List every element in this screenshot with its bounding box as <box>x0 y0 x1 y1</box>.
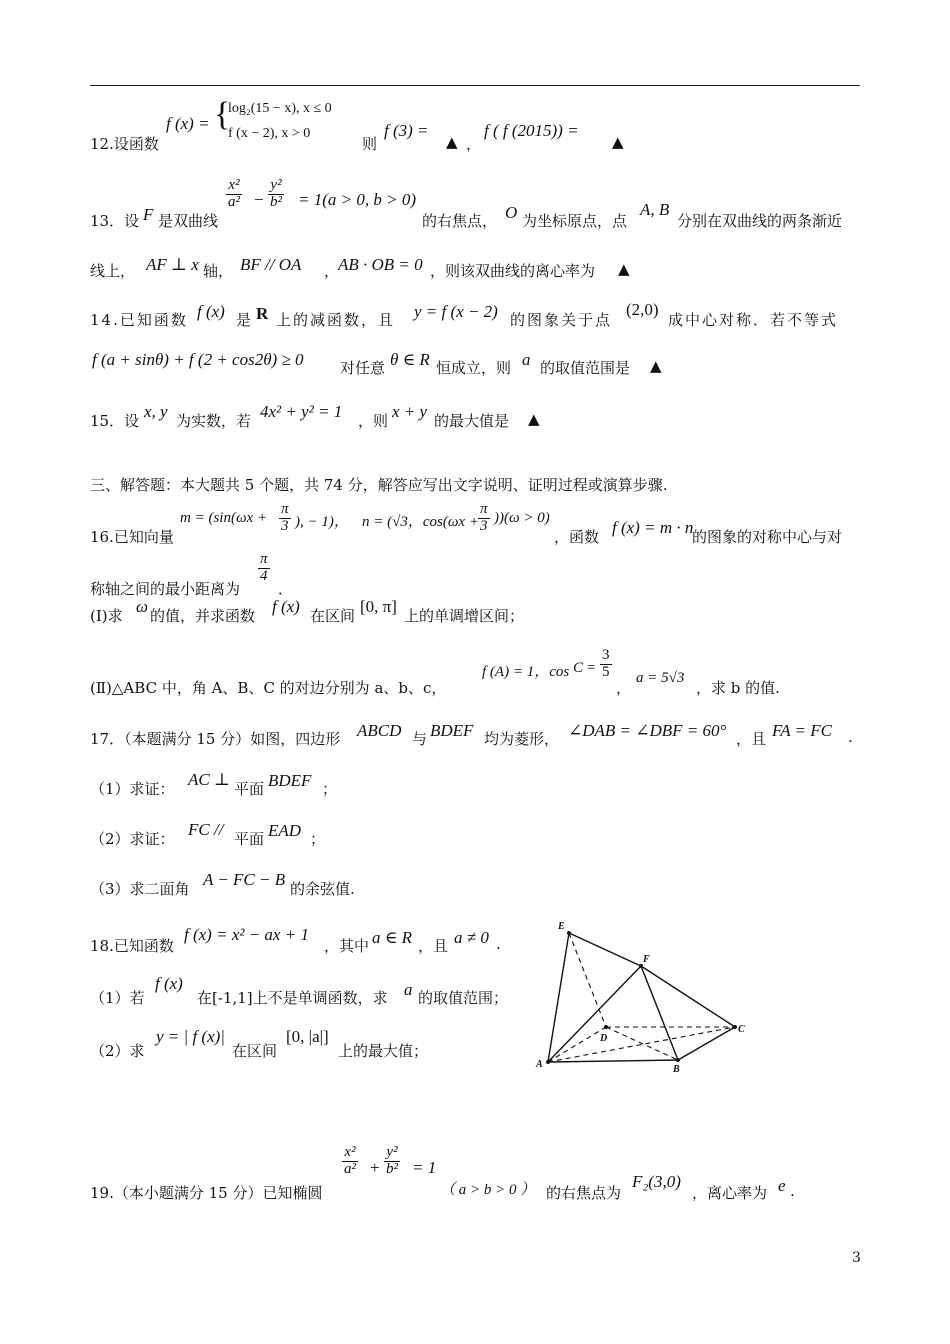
q16-pi: π <box>281 501 289 517</box>
q17-s1m: AC ⊥ <box>188 770 230 789</box>
q13-minus: − <box>254 190 264 209</box>
q13-text: 是双曲线 <box>158 212 219 230</box>
label-E: E <box>558 921 565 932</box>
q13-eq: = 1(a > 0, b > 0) <box>298 190 416 209</box>
header-rule <box>90 85 860 86</box>
q14-text: 对任意 <box>340 359 386 377</box>
q18-text: 的取值范围； <box>418 989 509 1007</box>
label-B: B <box>673 1064 680 1075</box>
q18-text: . <box>496 935 501 953</box>
q19-text: 19.（本小题满分 15 分）已知椭圆 <box>90 1184 323 1202</box>
q18-text: 上的最大值； <box>338 1042 429 1060</box>
q13-text: 轴， <box>203 262 234 280</box>
q14-yf: y = f (x − 2) <box>414 302 498 321</box>
q17-text: 平面 <box>234 780 265 798</box>
q13-x2: x² <box>228 177 240 193</box>
q12-piece1: log₂(15 − x), x ≤ 0 <box>228 101 332 116</box>
q17-text: ； <box>310 830 326 848</box>
q16-pi: π <box>480 501 488 517</box>
q15-text: ，则 <box>358 412 389 430</box>
q19-eq: = 1 <box>412 1158 437 1177</box>
q16-m-post: ), − 1)， <box>295 514 349 530</box>
q16-omega: ω <box>136 597 149 616</box>
q17-BDEF: BDEF <box>430 721 474 740</box>
q13-text: 的右焦点， <box>422 212 498 230</box>
q17-s2p: EAD <box>268 821 302 840</box>
q16-text: ，函数 <box>554 528 600 546</box>
q17-text: ，且 <box>736 730 767 748</box>
q16-text: 称轴之间的最小距离为 <box>90 580 241 598</box>
edge-AB <box>548 1060 678 1062</box>
q16-pi: π <box>260 551 268 567</box>
q13-text: ，则该双曲线的离心率为 <box>430 262 596 280</box>
q17-text: 17．（本题满分 15 分）如图，四边形 <box>90 730 341 748</box>
q16-text: ， <box>616 679 632 697</box>
point-A <box>546 1060 550 1064</box>
q12-lhs: f (x) = <box>166 114 210 133</box>
q14-fx: f (x) <box>197 302 225 321</box>
q16-frac-35 <box>600 648 612 681</box>
q12-then: 则 <box>362 135 378 153</box>
q17-ang: ∠DAB = ∠DBF = 60° <box>568 721 727 740</box>
q16-frac-pi3 <box>279 502 291 535</box>
q16-n-pre: n = (√3，cos(ωx + <box>362 514 479 530</box>
q14-a: a <box>522 350 531 369</box>
q13-text: 线上， <box>90 262 136 280</box>
page-number: 3 <box>852 1250 861 1266</box>
point-B <box>676 1058 680 1062</box>
q12-piece2: f (x − 2), x > 0 <box>228 126 311 141</box>
answer-blank-icon: ▲ <box>528 410 540 428</box>
q16-m-pre: m = (sin(ωx + <box>180 510 268 526</box>
q14-text: 是 <box>236 311 252 329</box>
answer-blank-icon: ▲ <box>618 260 630 278</box>
q13-text: 13．设 <box>90 212 140 230</box>
edge-BC <box>678 1027 735 1060</box>
q18-s1v: a <box>404 980 413 999</box>
q13-F: F <box>143 205 154 224</box>
q18-text: ，且 <box>418 937 449 955</box>
q19-cond: （ a > b > 0 ） <box>440 1182 536 1198</box>
point-D <box>604 1025 608 1029</box>
q19-x2: x² <box>344 1144 356 1160</box>
q18-text: 18.已知函数 <box>90 937 174 955</box>
q14-text: 的取值范围是 <box>540 359 631 377</box>
q19-y2: y² <box>386 1144 398 1160</box>
q17-text: ； <box>322 780 338 798</box>
q13-dot: AB · OB = 0 <box>338 255 423 274</box>
q16-C: C <box>573 660 584 676</box>
q12-ask2: f ( f (2015)) = <box>484 121 579 140</box>
q19-b2: b² <box>386 1160 398 1177</box>
q17-text: 均为菱形， <box>484 730 560 748</box>
label-A: A <box>536 1059 543 1070</box>
q17-s3m: A − FC − B <box>203 870 286 889</box>
label-C: C <box>738 1024 745 1035</box>
q16-three: 3 <box>480 517 488 534</box>
q16-text: 的图象的对称中心与对 <box>692 528 843 546</box>
q16-n3: 3 <box>602 647 610 663</box>
q14-text: 成中心对称．若不等式 <box>668 311 839 329</box>
q17-text: . <box>848 728 853 746</box>
q17-text: （2）求证： <box>90 830 175 848</box>
q19-text: 的右焦点为 <box>546 1184 622 1202</box>
q15-sum: x + y <box>392 402 428 421</box>
q16-eq: = <box>586 660 597 676</box>
q13-O: O <box>505 203 518 222</box>
q16-text: (Ⅰ)求 <box>90 607 123 625</box>
q18-an0: a ≠ 0 <box>454 928 489 947</box>
q15-text: 15．设 <box>90 412 140 430</box>
q16-fx: f (x) <box>272 597 300 616</box>
label-F: F <box>643 954 650 965</box>
q15-text: 的最大值是 <box>434 412 510 430</box>
q18-text: 在[-1,1]上不是单调函数，求 <box>197 989 388 1007</box>
q19-text: ，离心率为 <box>692 1184 768 1202</box>
rhombus-solid-figure <box>530 915 760 1075</box>
q18-f: f (x) = x² − ax + 1 <box>184 925 309 944</box>
q19-plus: + <box>370 1158 380 1177</box>
q15-text: 为实数，若 <box>176 412 252 430</box>
q19-frac-x <box>342 1145 358 1178</box>
q16-three: 3 <box>281 517 289 534</box>
q17-s2m: FC // <box>188 820 224 839</box>
edge-FB <box>641 966 678 1060</box>
q13-text: ， <box>324 262 340 280</box>
q12-comma: ， <box>466 135 482 153</box>
q13-frac-x <box>226 178 242 211</box>
q14-text: 上的减函数，且 <box>276 311 396 329</box>
q15-xy: x, y <box>144 402 168 421</box>
q16-frac-pi4 <box>258 552 270 585</box>
q16-fmn: f (x) = m · n <box>612 518 694 537</box>
q13-text: 分别在双曲线的两条渐近 <box>677 212 843 230</box>
q16-d5: 5 <box>602 663 610 680</box>
q18-text: （2）求 <box>90 1042 145 1060</box>
q19-e: e <box>778 1176 786 1195</box>
q14-text: 14.已知函数 <box>90 311 188 329</box>
q14-text: 恒成立，则 <box>436 359 512 377</box>
q18-text: 在区间 <box>232 1042 278 1060</box>
edge-FC <box>641 966 735 1027</box>
q13-text: 为坐标原点，点 <box>522 212 628 230</box>
q18-text: ，其中 <box>324 937 370 955</box>
q16-text: ，求 b 的值. <box>696 679 780 697</box>
q19-F2: F₂(3,0) <box>632 1172 681 1191</box>
q14-ineq: f (a + sinθ) + f (2 + cos2θ) ≥ 0 <box>92 350 304 369</box>
q18-aR: a ∈ R <box>372 928 412 947</box>
q17-text: 的余弦值. <box>290 880 355 898</box>
q19-frac-y <box>384 1145 400 1178</box>
answer-blank-icon: ▲ <box>650 357 662 375</box>
q17-ABCD: ABCD <box>357 721 402 740</box>
answer-blank-icon: ▲ <box>612 133 624 151</box>
q17-fafc: FA = FC <box>772 721 832 740</box>
q15-eq: 4x² + y² = 1 <box>260 402 343 421</box>
answer-blank-icon: ▲ <box>446 133 458 151</box>
q19-text: . <box>790 1182 795 1200</box>
q17-s1p: BDEF <box>268 771 312 790</box>
q16-text: ． <box>278 580 294 598</box>
q14-pt: (2,0) <box>626 300 659 319</box>
q16-n-post: ))(ω > 0) <box>494 510 550 526</box>
q16-text: 的值，并求函数 <box>150 607 256 625</box>
q12-prefix: 12.设函数 <box>90 135 159 153</box>
q16-frac-pi3b <box>478 502 490 535</box>
q13-frac-y <box>268 178 284 211</box>
q17-text: 与 <box>412 730 428 748</box>
q13-b2: b² <box>270 193 282 210</box>
q17-text: 平面 <box>234 830 265 848</box>
label-D: D <box>600 1033 608 1044</box>
q18-s2y: y = | f (x)| <box>156 1027 225 1046</box>
q16-four: 4 <box>260 567 268 584</box>
q18-s2i: [0, |a|] <box>286 1027 329 1046</box>
q17-text: （3）求二面角 <box>90 880 190 898</box>
q16-fa: f (A) = 1，cos <box>482 664 570 680</box>
q14-text: 的图象关于点 <box>510 311 613 329</box>
q13-perp: AF ⊥ x <box>146 255 199 274</box>
q13-AB: A, B <box>640 200 670 219</box>
q16-text: 上的单调增区间； <box>404 607 525 625</box>
section-heading: 三、解答题：本大题共 5 个题，共 74 分，解答应写出文字说明、证明过程或演算步骤. <box>90 476 668 494</box>
q18-s1f: f (x) <box>155 974 183 993</box>
q18-text: （1）若 <box>90 989 145 1007</box>
q13-y2: y² <box>270 177 282 193</box>
q16-text: 16.已知向量 <box>90 528 174 546</box>
q12-brace: { <box>214 96 231 133</box>
q14-R: R <box>256 304 269 323</box>
q13-a2: a² <box>228 193 240 210</box>
q16-text: 在区间 <box>310 607 356 625</box>
q12-ask1: f (3) = <box>384 121 429 140</box>
q14-theta: θ ∈ R <box>390 350 430 369</box>
q16-text: (Ⅱ)△ABC 中，角 A、B、C 的对边分别为 a、b、c， <box>90 679 447 697</box>
q16-aval: a = 5√3 <box>636 670 685 686</box>
q16-interval: [0, π] <box>360 597 397 616</box>
q17-text: （1）求证： <box>90 780 175 798</box>
q13-par: BF // OA <box>240 255 302 274</box>
point-E <box>567 931 571 935</box>
q19-a2: a² <box>344 1160 356 1177</box>
point-C <box>733 1025 737 1029</box>
